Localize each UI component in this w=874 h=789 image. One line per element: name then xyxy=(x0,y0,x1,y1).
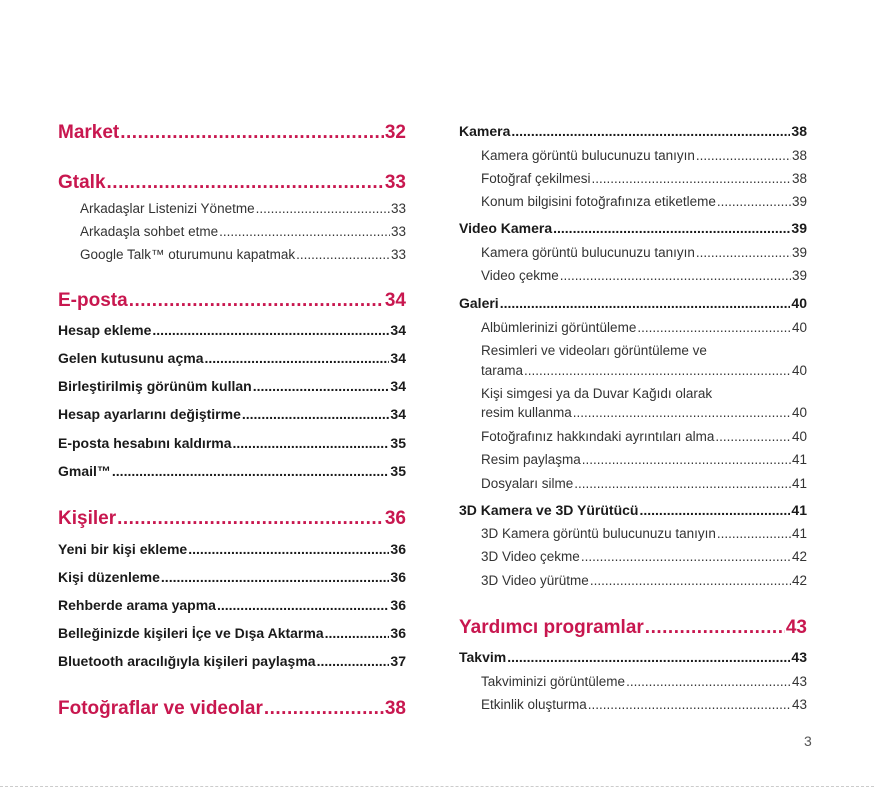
toc-section[interactable] xyxy=(58,625,406,641)
toc-page-number: 33 xyxy=(384,172,406,193)
toc-entry[interactable] xyxy=(481,363,807,378)
toc-page-number: 33 xyxy=(390,247,406,262)
toc-entry[interactable] xyxy=(481,526,807,541)
toc-section[interactable] xyxy=(58,350,406,366)
toc-page-number: 41 xyxy=(791,526,807,541)
toc-page-number: 36 xyxy=(384,508,406,529)
toc-leader-dots xyxy=(574,476,791,491)
toc-leader-dots xyxy=(590,573,791,588)
toc-section-galeri[interactable] xyxy=(459,295,807,311)
toc-chapter-yardimci[interactable] xyxy=(459,617,807,639)
toc-entry[interactable] xyxy=(481,171,807,186)
toc-leader-dots xyxy=(188,541,389,557)
toc-page-number: 43 xyxy=(785,617,807,638)
toc-section[interactable] xyxy=(58,406,406,422)
toc-entry-title: 3D Video yürütme xyxy=(481,573,589,588)
toc-entry-title: Video çekme xyxy=(481,268,559,283)
toc-leader-dots xyxy=(256,201,390,216)
toc-section-title: Yeni bir kişi ekleme xyxy=(58,541,188,557)
toc-leader-dots xyxy=(588,697,791,712)
toc-entry[interactable] xyxy=(481,476,807,491)
toc-page-number: 39 xyxy=(791,268,807,283)
toc-page-number: 34 xyxy=(390,322,406,338)
toc-entry[interactable] xyxy=(481,452,807,467)
toc-entry-title: Resim paylaşma xyxy=(481,452,581,467)
toc-page-number: 36 xyxy=(390,597,406,613)
toc-leader-dots xyxy=(715,429,791,444)
toc-chapter-foto[interactable] xyxy=(58,698,406,720)
toc-section-title: Gmail™ xyxy=(58,463,111,479)
toc-page-number: 37 xyxy=(390,653,406,669)
toc-section-title: Hesap ekleme xyxy=(58,322,152,338)
toc-page-number: 32 xyxy=(384,122,406,143)
toc-chapter-market[interactable] xyxy=(58,122,406,144)
toc-page-number: 38 xyxy=(791,123,807,139)
toc-page-number: 43 xyxy=(791,697,807,712)
toc-page-number: 43 xyxy=(791,674,807,689)
toc-page-number: 34 xyxy=(390,406,406,422)
toc-page-number: 40 xyxy=(791,320,807,335)
toc-entry[interactable] xyxy=(481,549,807,564)
toc-entry-title: Arkadaşlar Listenizi Yönetme xyxy=(80,201,255,216)
toc-section-title: 3D Kamera ve 3D Yürütücü xyxy=(459,502,639,518)
page-number: 3 xyxy=(804,733,812,749)
toc-page-number: 35 xyxy=(390,463,406,479)
toc-entry[interactable] xyxy=(481,674,807,689)
toc-leader-dots xyxy=(253,378,390,394)
toc-leader-dots xyxy=(639,502,790,518)
toc-page-number: 42 xyxy=(791,573,807,588)
toc-page-number: 38 xyxy=(791,171,807,186)
toc-leader-dots xyxy=(717,526,791,541)
toc-page-number: 40 xyxy=(791,363,807,378)
toc-section[interactable] xyxy=(58,597,406,613)
toc-leader-dots xyxy=(204,350,389,366)
toc-entry-title: Arkadaşla sohbet etme xyxy=(80,224,219,239)
toc-entry-title: Takviminizi görüntüleme xyxy=(481,674,626,689)
toc-entry-title: Albümlerinizi görüntüleme xyxy=(481,320,637,335)
toc-section[interactable] xyxy=(58,378,406,394)
toc-page-number: 41 xyxy=(791,476,807,491)
toc-entry[interactable] xyxy=(481,245,807,260)
toc-entry-title: tarama xyxy=(481,363,524,378)
toc-section[interactable] xyxy=(58,322,406,338)
toc-page-number: 42 xyxy=(791,549,807,564)
toc-leader-dots xyxy=(152,322,389,338)
toc-leader-dots xyxy=(696,245,791,260)
toc-section[interactable] xyxy=(58,653,406,669)
toc-page-number: 39 xyxy=(791,220,807,236)
toc-leader-dots xyxy=(120,122,384,144)
toc-entry-line1: Resimleri ve videoları görüntüleme ve xyxy=(481,343,707,358)
toc-page-number: 36 xyxy=(390,569,406,585)
toc-chapter-title: Gtalk xyxy=(58,172,106,193)
toc-chapter-eposta[interactable] xyxy=(58,290,406,312)
toc-leader-dots xyxy=(582,452,791,467)
toc-leader-dots xyxy=(233,435,390,451)
toc-leader-dots xyxy=(717,194,791,209)
toc-section-title: Belleğinizde kişileri İçe ve Dışa Aktarma xyxy=(58,625,324,641)
toc-section-title: Hesap ayarlarını değiştirme xyxy=(58,406,241,422)
toc-chapter-title: Fotoğraflar ve videolar xyxy=(58,698,263,719)
toc-leader-dots xyxy=(325,625,390,641)
toc-chapter-title: E-posta xyxy=(58,290,128,311)
toc-entry[interactable] xyxy=(481,573,807,588)
toc-leader-dots xyxy=(217,597,389,613)
toc-leader-dots xyxy=(219,224,390,239)
toc-chapter-title: Market xyxy=(58,122,120,143)
toc-leader-dots xyxy=(645,617,785,639)
toc-entry[interactable] xyxy=(481,268,807,283)
toc-entry-title: Kamera görüntü bulucunuzu tanıyın xyxy=(481,245,695,260)
toc-leader-dots xyxy=(626,674,791,689)
toc-page-number: 38 xyxy=(384,698,406,719)
toc-leader-dots xyxy=(637,320,791,335)
toc-leader-dots xyxy=(573,405,791,420)
toc-leader-dots xyxy=(317,653,390,669)
toc-entry[interactable] xyxy=(80,247,406,262)
toc-leader-dots xyxy=(242,406,390,422)
toc-page-number: 40 xyxy=(791,405,807,420)
toc-entry-title: Fotoğrafınız hakkındaki ayrıntıları alma xyxy=(481,429,715,444)
toc-leader-dots xyxy=(560,268,791,283)
toc-chapter-kisiler[interactable] xyxy=(58,508,406,530)
toc-leader-dots xyxy=(264,698,384,720)
toc-chapter-title: Yardımcı programlar xyxy=(459,617,644,638)
toc-entry-title: Dosyaları silme xyxy=(481,476,574,491)
toc-section-video[interactable] xyxy=(459,220,807,236)
toc-page-number: 34 xyxy=(384,290,406,311)
toc-section-takvim[interactable] xyxy=(459,649,807,665)
toc-section-title: Birleştirilmiş görünüm kullan xyxy=(58,378,252,394)
toc-leader-dots xyxy=(696,148,791,163)
toc-leader-dots xyxy=(117,508,384,530)
toc-section-title: Galeri xyxy=(459,295,499,311)
toc-section-3d[interactable] xyxy=(459,502,807,518)
toc-entry[interactable] xyxy=(80,201,406,216)
toc-entry-title: Kamera görüntü bulucunuzu tanıyın xyxy=(481,148,695,163)
toc-section-title: Kişi düzenleme xyxy=(58,569,160,585)
toc-leader-dots xyxy=(524,363,791,378)
toc-leader-dots xyxy=(500,295,791,311)
toc-section[interactable] xyxy=(58,569,406,585)
toc-page-number: 34 xyxy=(390,378,406,394)
toc-entry[interactable] xyxy=(481,320,807,335)
toc-page-number: 43 xyxy=(791,649,807,665)
toc-leader-dots xyxy=(296,247,390,262)
toc-page-number: 41 xyxy=(791,502,807,518)
toc-chapter-title: Kişiler xyxy=(58,508,117,529)
toc-entry-title: Etkinlik oluşturma xyxy=(481,697,587,712)
toc-entry[interactable] xyxy=(481,148,807,163)
toc-entry[interactable] xyxy=(481,429,807,444)
toc-section-title: Rehberde arama yapma xyxy=(58,597,216,613)
toc-page-number: 34 xyxy=(390,350,406,366)
toc-page-number: 36 xyxy=(390,625,406,641)
toc-leader-dots xyxy=(553,220,790,236)
bottom-divider xyxy=(0,786,874,787)
toc-leader-dots xyxy=(581,549,791,564)
toc-page-number: 41 xyxy=(791,452,807,467)
toc-leader-dots xyxy=(592,171,791,186)
toc-section-title: Gelen kutusunu açma xyxy=(58,350,204,366)
toc-entry-title: Fotoğraf çekilmesi xyxy=(481,171,591,186)
toc-leader-dots xyxy=(507,649,790,665)
toc-page-number: 33 xyxy=(390,224,406,239)
toc-section[interactable] xyxy=(58,541,406,557)
toc-section-title: Takvim xyxy=(459,649,507,665)
toc-section[interactable] xyxy=(58,435,406,451)
toc-leader-dots xyxy=(107,172,384,194)
toc-entry[interactable] xyxy=(481,194,807,209)
toc-page-number: 39 xyxy=(791,245,807,260)
toc-page-number: 38 xyxy=(791,148,807,163)
toc-leader-dots xyxy=(511,123,790,139)
toc-page-number: 36 xyxy=(390,541,406,557)
toc-section-title: Video Kamera xyxy=(459,220,553,236)
toc-entry-title: 3D Kamera görüntü bulucunuzu tanıyın xyxy=(481,526,716,541)
toc-section-kamera[interactable] xyxy=(459,123,807,139)
toc-leader-dots xyxy=(161,569,390,585)
toc-entry[interactable] xyxy=(481,697,807,712)
toc-section-title: Kamera xyxy=(459,123,511,139)
toc-entry-title: Konum bilgisini fotoğrafınıza etiketleme xyxy=(481,194,716,209)
toc-entry-title: Google Talk™ oturumunu kapatmak xyxy=(80,247,296,262)
toc-entry-line1: Kişi simgesi ya da Duvar Kağıdı olarak xyxy=(481,386,713,401)
toc-page-number: 40 xyxy=(791,295,807,311)
toc-leader-dots xyxy=(129,290,384,312)
toc-entry[interactable] xyxy=(481,405,807,420)
toc-page-number: 40 xyxy=(791,429,807,444)
toc-section[interactable] xyxy=(58,463,406,479)
toc-page-number: 35 xyxy=(390,435,406,451)
toc-entry[interactable] xyxy=(80,224,406,239)
toc-leader-dots xyxy=(112,463,390,479)
toc-entry-title: 3D Video çekme xyxy=(481,549,580,564)
toc-page-number: 33 xyxy=(390,201,406,216)
toc-entry-title: resim kullanma xyxy=(481,405,572,420)
toc-chapter-gtalk[interactable] xyxy=(58,172,406,194)
toc-section-title: Bluetooth aracılığıyla kişileri paylaşma xyxy=(58,653,316,669)
toc-section-title: E-posta hesabını kaldırma xyxy=(58,435,232,451)
toc-page-number: 39 xyxy=(791,194,807,209)
